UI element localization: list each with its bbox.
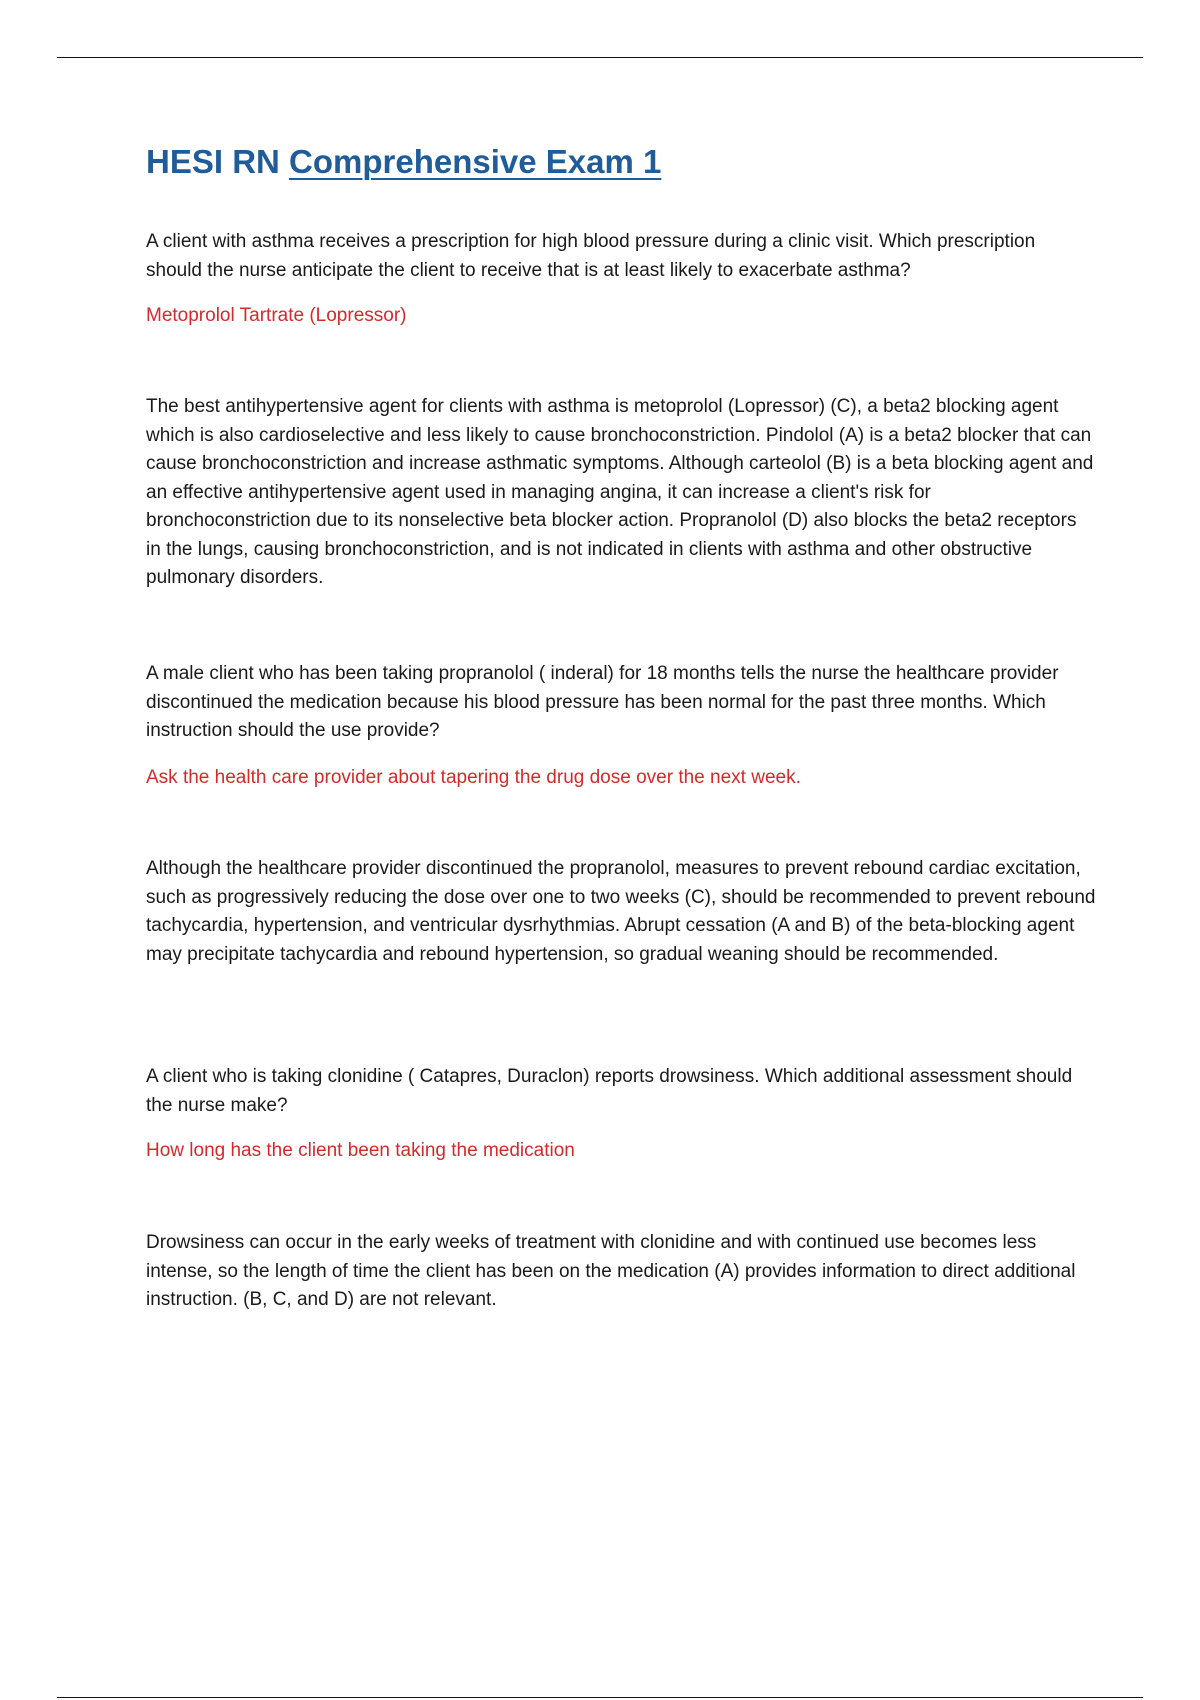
question-3-text: A client who is taking clonidine ( Catapres, Duraclon) reports drowsiness. Which additional assessment should the nurse make? [146,1066,1073,1116]
question-1-text: A client with asthma receives a prescription for high blood pressure during a clinic visit. Which prescription should the nurse anticipate the client to receive that is at least likely to exacerbate asthma? [146,231,1036,281]
question-1-rationale: The best antihypertensive agent for clients with asthma is metoprolol (Lopressor) (C), a beta2 blocking agent which is also cardioselective and less likely to cause bronchoconstriction. Pindolol (A) is a beta2 blocker that can cause bronchoconstriction and increase asthmatic symptoms. Although carteolol (B) is a beta blocking agent and an effective antihypertensive agent used in managing angina, it can increase a client's risk for bronchoconstriction due to its nonselective beta blocker action. Propranolol (D) also blocks the beta2 receptors in the lungs, causing bronchoconstriction, and is not indicated in clients with asthma and other obstructive pulmonary disorders. [146,396,1094,588]
question-2-rationale: Although the healthcare provider discontinued the propranolol, measures to prevent rebound cardiac excitation, such as progressively reducing the dose over one to two weeks (C), should be recommended to prevent rebound tachycardia, hypertension, and ventricular dysrhythmias. Abrupt cessation (A and B) of the beta-blocking agent may precipitate tachycardia and rebound hypertension, so gradual weaning should be recommended. [146,858,1096,965]
question-1-answer: Metoprolol Tartrate (Lopressor) [146,305,407,326]
question-2-answer: Ask the health care provider about tapering the drug dose over the next week. [146,767,801,788]
title-link[interactable]: Comprehensive Exam 1 [289,143,662,180]
question-2-text: A male client who has been taking propranolol ( inderal) for 18 months tells the nurse the healthcare provider discontinued the medication because his blood pressure has been normal for the past three months. Which instruction should the use provide? [146,663,1059,741]
bottom-rule [57,1697,1143,1698]
page-title [146,142,661,182]
question-3-rationale: Drowsiness can occur in the early weeks of treatment with clonidine and with continued use becomes less intense, so the length of time the client has been on the medication (A) provides information to direct additional instruction. (B, C, and D) are not relevant. [146,1232,1076,1310]
question-3-answer: How long has the client been taking the medication [146,1140,575,1161]
top-rule [57,57,1143,58]
title-prefix: HESI RN [146,143,280,180]
